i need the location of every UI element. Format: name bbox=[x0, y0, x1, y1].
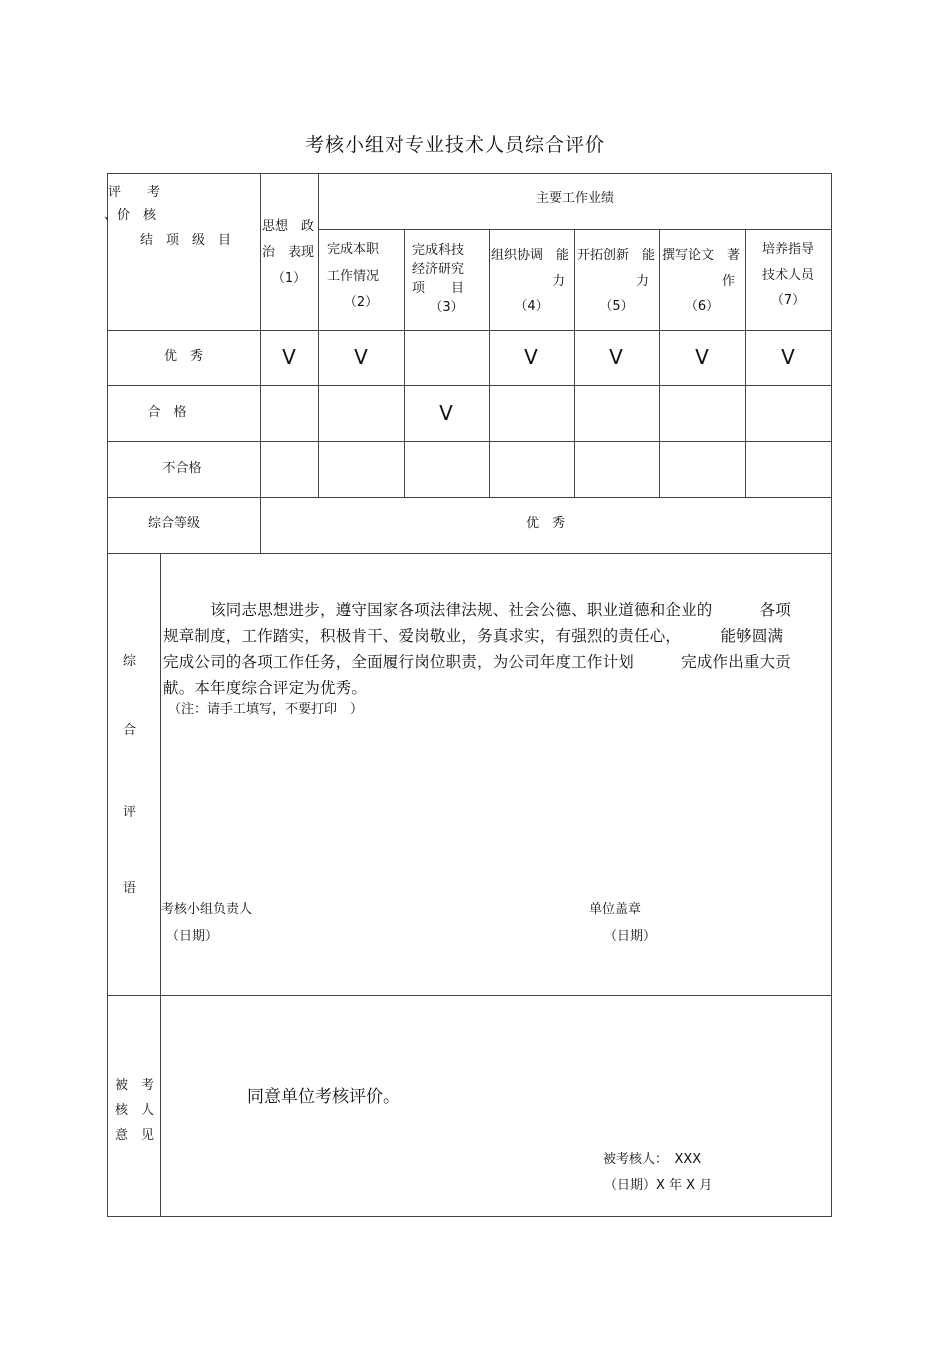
overall-grade-label: 综合等级 bbox=[147, 516, 200, 531]
assessee-date: （日期）X 年 X 月 bbox=[604, 1178, 713, 1193]
col-divider-1 bbox=[318, 173, 319, 498]
row-label: 合 格 bbox=[147, 405, 187, 420]
table-left-border bbox=[107, 173, 108, 1217]
row-divider-2 bbox=[107, 441, 832, 442]
check-mark: V bbox=[609, 345, 623, 369]
row-divider-4 bbox=[107, 553, 832, 554]
assessee-signature: 被考核人： XXX bbox=[603, 1152, 702, 1167]
group-header-divider bbox=[318, 229, 832, 230]
col-divider-4 bbox=[574, 229, 575, 498]
comment-side-label-3: 评 bbox=[123, 805, 137, 820]
table-top-border bbox=[107, 173, 832, 174]
col-divider-3 bbox=[489, 229, 490, 498]
comment-side-label-4: 语 bbox=[123, 881, 137, 896]
row-label: 优 秀 bbox=[163, 349, 203, 364]
side-label-divider bbox=[160, 553, 161, 1217]
comment-note: （注：请手工填写，不要打印 ） bbox=[168, 702, 364, 717]
opinion-side-label-3: 意 见 bbox=[115, 1128, 155, 1143]
overall-grade-value: 优 秀 bbox=[525, 516, 565, 531]
check-mark: V bbox=[282, 345, 296, 369]
group-leader-date: （日期） bbox=[166, 929, 219, 944]
opinion-side-label-2: 核 人 bbox=[115, 1103, 155, 1118]
check-mark: V bbox=[439, 401, 453, 425]
group-leader-label: 考核小组负责人 bbox=[161, 902, 253, 917]
row-label: 不合格 bbox=[162, 461, 202, 476]
opinion-text: 同意单位考核评价。 bbox=[247, 1087, 400, 1107]
check-mark: V bbox=[354, 345, 368, 369]
check-mark: V bbox=[524, 345, 538, 369]
corner-header-line3: 结 项 级 目 bbox=[140, 233, 232, 248]
page-title: 考核小组对专业技术人员综合评价 bbox=[304, 134, 605, 156]
check-mark: V bbox=[695, 345, 709, 369]
table-right-border bbox=[831, 173, 832, 1217]
row-divider-1 bbox=[107, 385, 832, 386]
row-divider-3 bbox=[107, 497, 832, 498]
corner-header-line2: 、价 核 bbox=[104, 208, 157, 223]
corner-header-line1: 评 考 bbox=[108, 185, 161, 200]
unit-seal-date: （日期） bbox=[604, 929, 657, 944]
check-mark: V bbox=[781, 345, 795, 369]
table-bottom-border bbox=[107, 1216, 832, 1217]
main-work-header: 主要工作业绩 bbox=[535, 191, 614, 206]
col-divider-5 bbox=[659, 229, 660, 498]
col-divider-2 bbox=[404, 229, 405, 498]
header-bottom-border bbox=[107, 330, 832, 331]
evaluation-comment-text: 该同志思想进步，遵守国家各项法律法规、社会公德、职业道德和企业的 各项 规章制度，工作踏实，积极肯干、爱岗敬业，务真求实，有强烈的责任心， 能够圆满 完成公司的各项工作任务，全面履行岗位职责，为公司年度工作计划 完成作出重大贡 献。本年度综合评定为优秀。 bbox=[163, 601, 792, 697]
opinion-side-label-1: 被 考 bbox=[115, 1078, 155, 1093]
comment-side-label-2: 合 bbox=[123, 723, 137, 738]
row-divider-5 bbox=[107, 995, 832, 996]
comment-side-label-1: 综 bbox=[123, 654, 137, 669]
col-divider-label bbox=[260, 173, 261, 554]
unit-seal-label: 单位盖章 bbox=[589, 902, 642, 917]
